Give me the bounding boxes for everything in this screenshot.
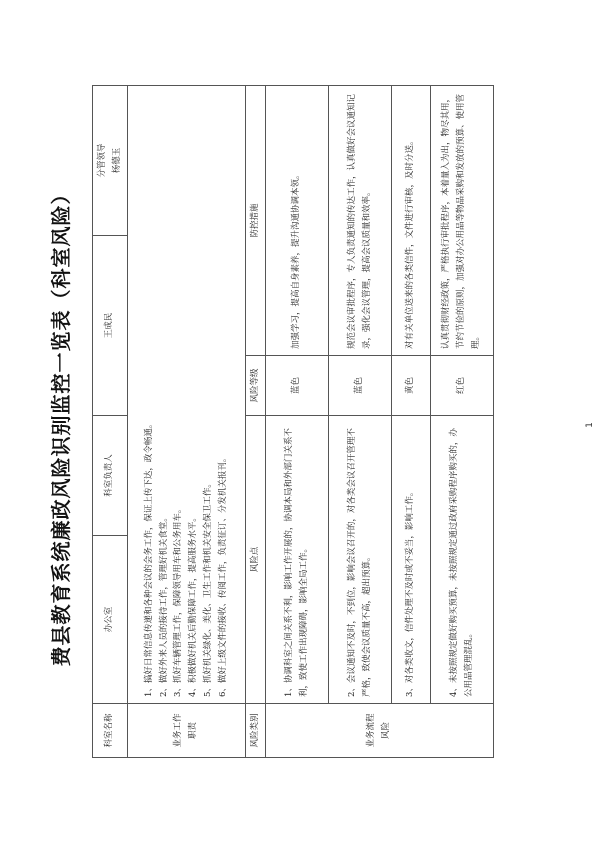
risk-row [328,85,391,757]
duty-item: 4、积极做好机关后勤保障工作，提高服务水平。 [188,513,199,697]
dept-label-cell: 科室名称 [93,704,128,758]
duties-label-cell: 业务工作职责 [127,704,245,758]
duty-item: 2、做好外来人员的接待工作，管理好机关食堂。 [158,513,169,697]
leader-label: 分管领导 [97,143,107,178]
risk-header-row [245,85,265,757]
dept-name-cell: 办公室 [93,536,128,704]
risk-category-header: 风险类别 [245,704,265,758]
document-title: 费县教育系统廉政风险识别监控一览表（科室风险） [49,183,73,667]
duty-item: 1、搞好日常信息传递和各种会议的会务工作，保证上传下达，政令畅通。 [143,419,154,697]
risk-row [430,85,493,757]
duties-row [127,85,245,757]
risk-level-cell: 红色 [430,356,493,416]
risk-level-cell: 蓝色 [265,356,328,416]
duty-item: 3、抓好车辆管理工作，保障领导用车和公务用车。 [173,504,184,697]
risk-level-header: 风险等级 [245,356,265,416]
leader-name: 杨德玉 [111,147,122,174]
table-header-row [93,85,128,757]
head-label-cell: 科室负责人 [93,416,128,536]
risk-point-header: 风险点 [245,416,265,704]
risk-point-cell: 3、对各类收文，信件处理不及时或不妥当，影响工作。 [391,416,430,704]
risk-measure-header: 防控措施 [245,85,265,355]
risk-point-cell: 4、未按照规定做好购买预算，未按照规定通过政府采购程序购买的，办公用品管理混乱。 [430,416,493,704]
risk-measure-cell: 规范会议审批程序，专人负责通知的传达工作，认真做好会议通知记录，强化会议管理，提高会议质量和效率。 [328,85,391,355]
risk-category-cell: 业务流程风险 [265,704,493,758]
risk-point-cell: 2、会议通知不及时，不到位，影响会议召开的，对各类会议召开管理不严格，致使会议质量不高，超出预算。 [328,416,391,704]
duty-item: 6、做好上级文件的接收、传阅工作，负责征订、分发机关报刊。 [218,453,228,697]
risk-measure-cell: 对有关单位送来的各类信件，文件进行审核，及时分送。 [391,85,430,355]
page-number: 1 [585,422,595,428]
risk-point-cell: 1、协调科室之间关系不利，影响工作开展的，协调本局和外部门关系不利，致使工作出现障碍，影响全局工作。 [265,416,328,704]
duty-item: 5、抓好机关绿化、美化、卫生工作和机关安全保卫工作。 [203,479,214,697]
risk-row [391,85,430,757]
leader-cell [93,85,128,235]
risk-measure-cell: 认真贯彻财经政策，严格执行审批程序，本着量入为出，物尽其用，节约节俭的原则，加强对办公用品等物品采购和发放的预算、使用管理。 [430,85,493,355]
risk-measure-cell: 加强学习，提高自身素养，提升沟通协调本领。 [265,85,328,355]
head-name-cell: 王成民 [93,235,128,415]
risk-row [265,85,328,757]
risk-level-cell: 黄色 [391,356,430,416]
duties-content-cell [127,85,245,703]
risk-level-cell: 蓝色 [328,356,391,416]
risk-table [92,85,494,758]
